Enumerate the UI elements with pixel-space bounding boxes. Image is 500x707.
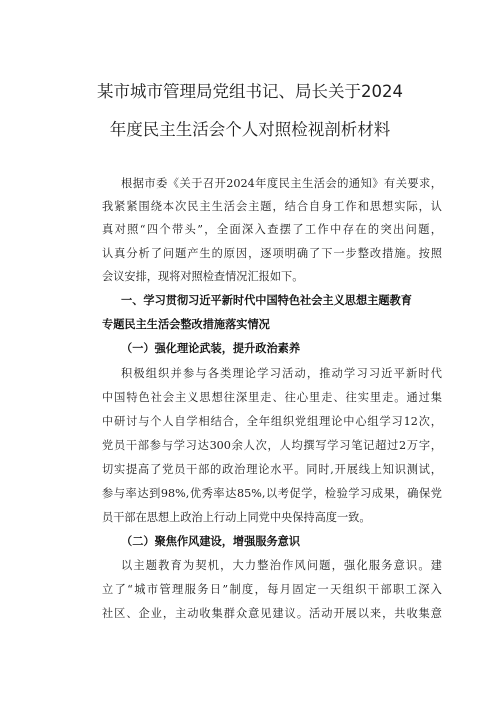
document-title-line-1: 某市城市管理局党组书记、局长关于2024 bbox=[97, 82, 403, 101]
subsection-1-heading: （一）强化理论武装，提升政治素养 bbox=[121, 342, 301, 355]
intro-line-3: 真对照“四个带头”，全面深入查摆了工作中存在的突出问题， bbox=[102, 223, 442, 236]
section-1-heading-line-1: 一、学习贯彻习近平新时代中国特色社会主义思想主题教育 bbox=[121, 294, 412, 307]
sub1-line-5: 切实提高了党员干部的政治理论水平。同时,开展线上知识测试， bbox=[102, 463, 442, 476]
sub1-line-1: 积极组织并参与各类理论学习活动，推动学习习近平新时代 bbox=[121, 367, 442, 380]
intro-line-4: 认真分析了问题产生的原因，逐项明确了下一步整改措施。按照 bbox=[102, 247, 442, 260]
sub1-line-2: 中国特色社会主义思想往深里走、往心里走、往实里走。通过集 bbox=[102, 391, 442, 404]
intro-line-5: 会议安排，现将对照检查情况汇报如下。 bbox=[102, 270, 304, 283]
document-title-line-2: 年度民主生活会个人对照检视剖析材料 bbox=[109, 120, 391, 139]
sub1-line-6: 参与率达到98%,优秀率达85%,以考促学，检验学习成果，确保党 bbox=[102, 487, 442, 500]
sub1-line-3: 中研讨与个人自学相结合，全年组织党组理论中心组学习12次， bbox=[102, 415, 442, 428]
intro-line-2: 我紧紧围绕本次民主生活会主题，结合自身工作和思想实际，认 bbox=[102, 200, 442, 213]
sub1-line-7: 员干部在思想上政治上行动上同党中央保持高度一致。 bbox=[102, 511, 371, 524]
sub1-line-4: 党员干部参与学习达300余人次，人均撰写学习笔记超过2万字， bbox=[102, 439, 442, 452]
sub2-line-2: 立了“城市管理服务日”制度，每月固定一天组织干部职工深入 bbox=[102, 583, 442, 596]
sub2-line-3: 社区、企业，主动收集群众意见建议。活动开展以来，共收集意 bbox=[102, 607, 442, 620]
subsection-2-heading: （二）聚焦作风建设，增强服务意识 bbox=[121, 535, 301, 548]
intro-line-1: 根据市委《关于召开2024年度民主生活会的通知》有关要求， bbox=[121, 177, 442, 190]
sub2-line-1: 以主题教育为契机，大力整治作风问题，强化服务意识。建 bbox=[121, 559, 442, 572]
section-1-heading-line-2: 专题民主生活会整改措施落实情况 bbox=[102, 318, 270, 331]
